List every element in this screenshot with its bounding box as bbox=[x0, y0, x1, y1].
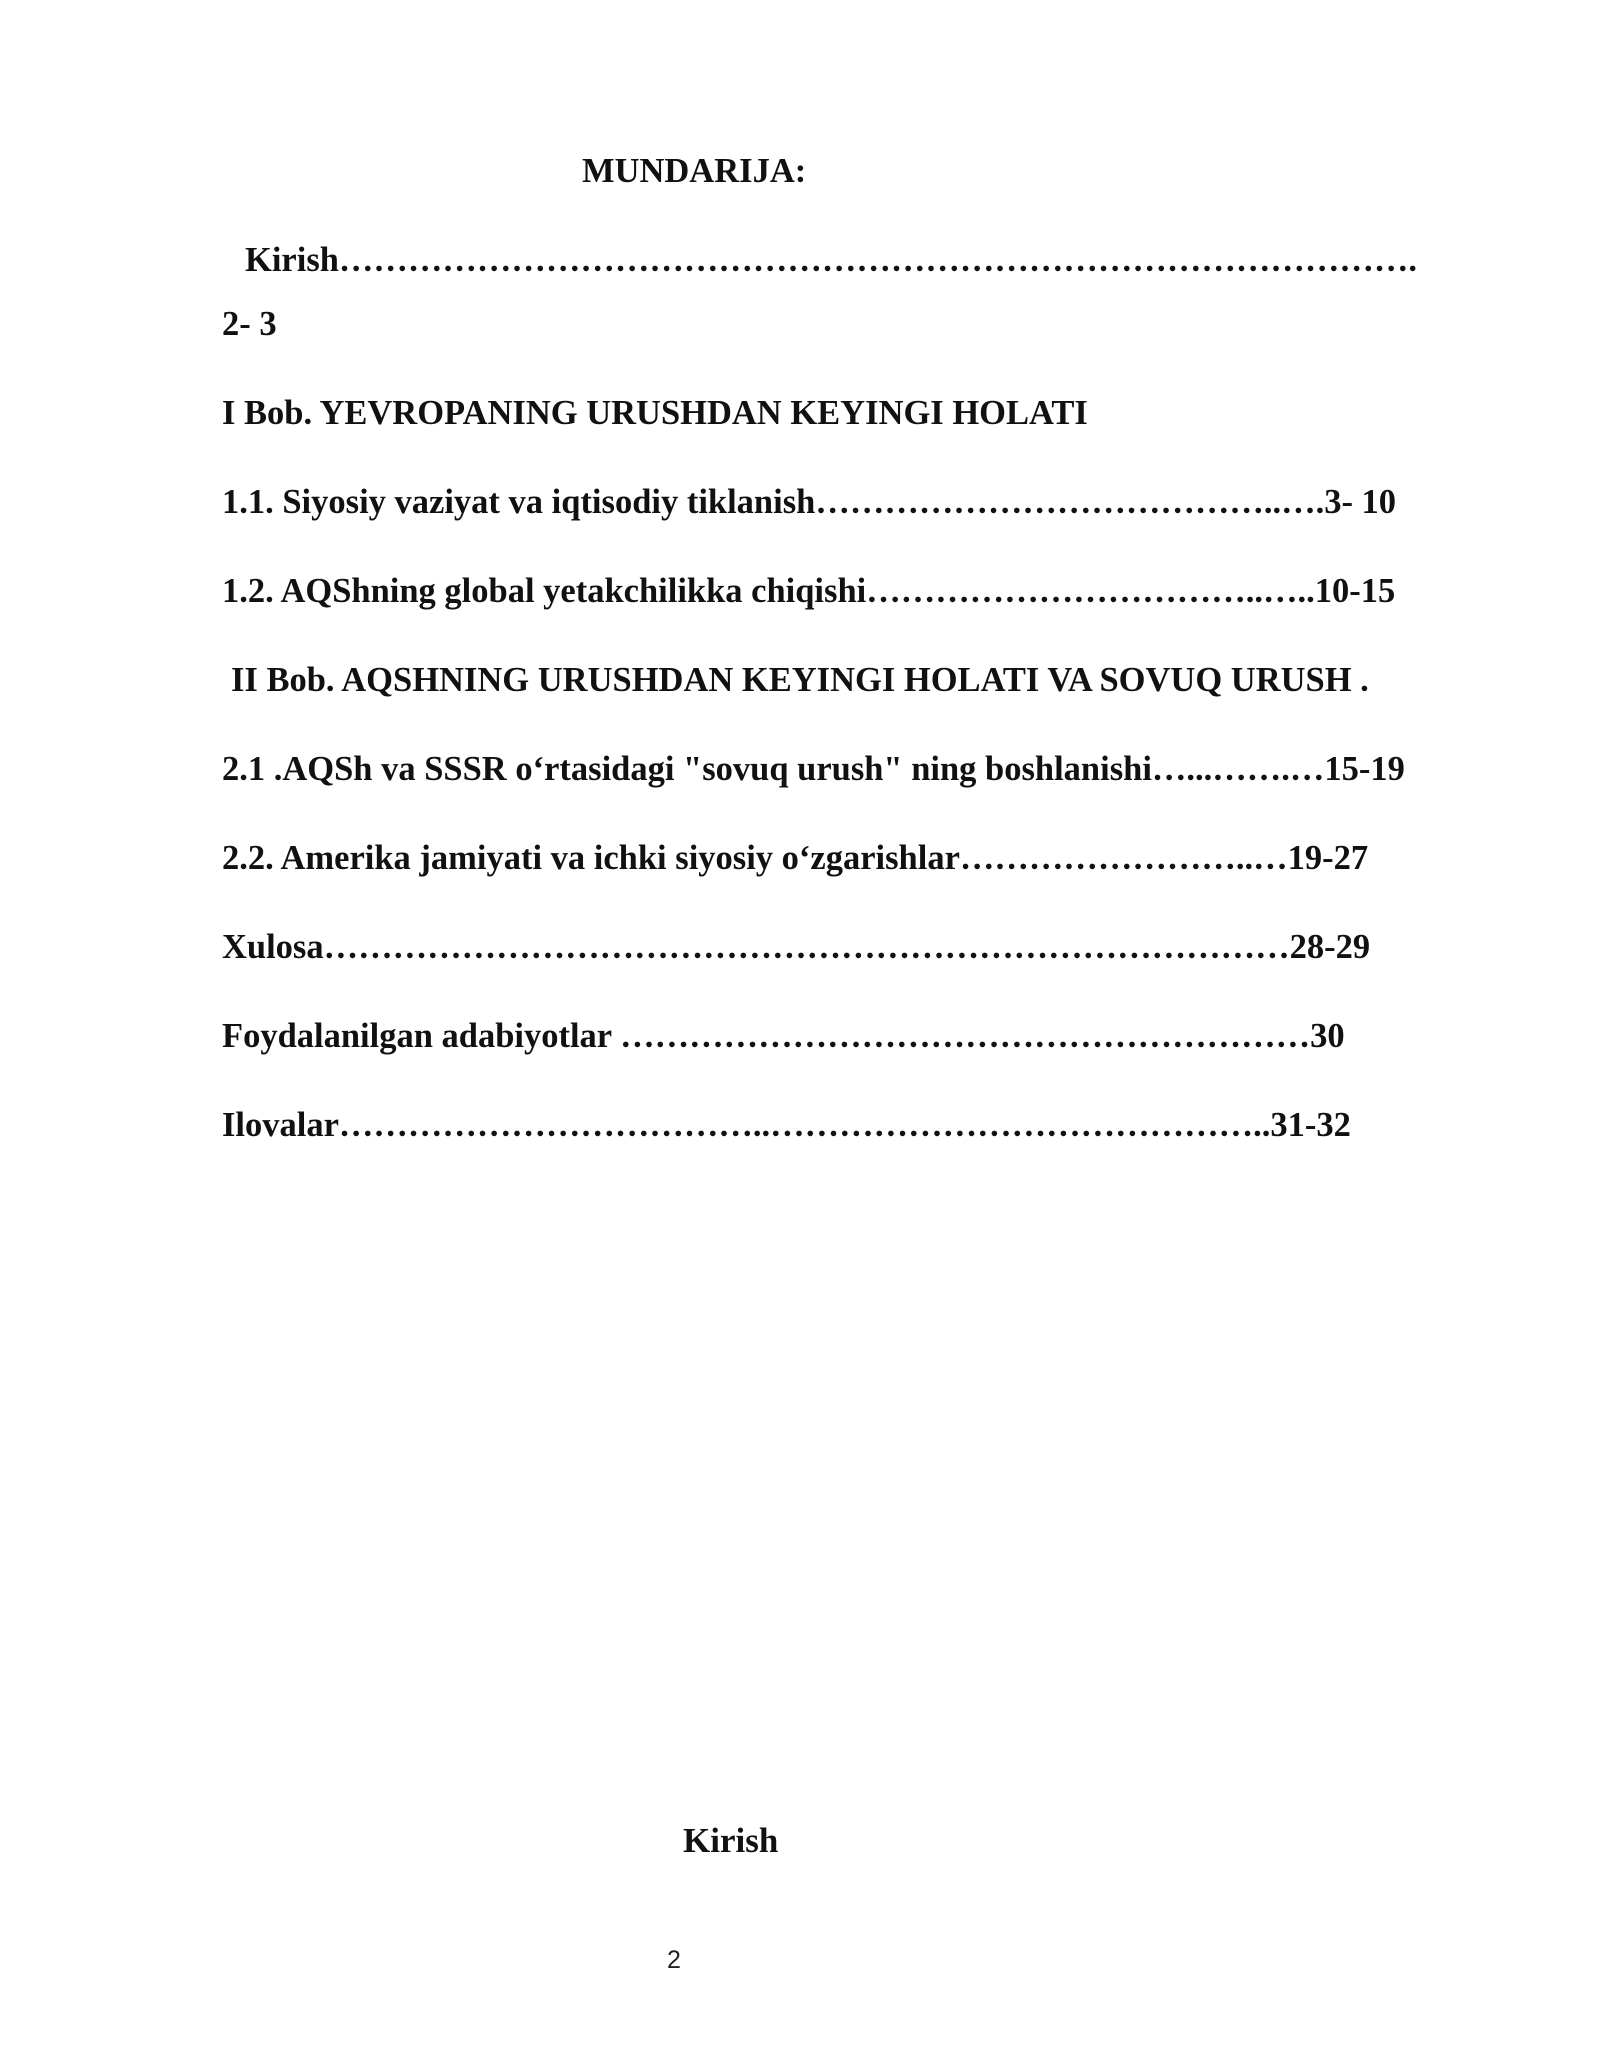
toc-entry-kirish: Kirish…………………………………………………………………………………. bbox=[245, 241, 1418, 279]
page-number: 2 bbox=[667, 1946, 681, 1974]
toc-entry-xulosa: Xulosa…………………………………………………………………………28-29 bbox=[222, 928, 1371, 966]
toc-section-1-2: 1.2. AQShning global yetakchilikka chiqishi……………………………..…..10-15 bbox=[222, 572, 1396, 610]
toc-section-1-1: 1.1. Siyosiy vaziyat va iqtisodiy tiklanish…………………………………..….3- 10 bbox=[222, 483, 1397, 521]
toc-section-2-1: 2.1 .AQSh va SSSR oʻrtasidagi "sovuq urush" ning boshlanishi…...…….…15-19 bbox=[222, 750, 1405, 788]
toc-entry-kirish-pages: 2- 3 bbox=[222, 305, 277, 343]
toc-chapter-2: II Bob. AQSHNING URUSHDAN KEYINGI HOLATI VA SOVUQ URUSH . bbox=[231, 661, 1369, 699]
toc-entry-foydalanilgan-adabiyotlar: Foydalanilgan adabiyotlar ……………………………………………………30 bbox=[222, 1017, 1345, 1055]
toc-entry-ilovalar: Ilovalar………………………………..……………………………………..31-32 bbox=[222, 1106, 1351, 1144]
toc-section-2-2: 2.2. Amerika jamiyati va ichki siyosiy oʻzgarishlar……………………..…19-27 bbox=[222, 839, 1369, 877]
toc-chapter-1: I Bob. YEVROPANING URUSHDAN KEYINGI HOLATI bbox=[222, 394, 1088, 432]
section-heading-kirish: Kirish bbox=[683, 1821, 779, 1860]
toc-title: MUNDARIJA: bbox=[582, 152, 807, 190]
